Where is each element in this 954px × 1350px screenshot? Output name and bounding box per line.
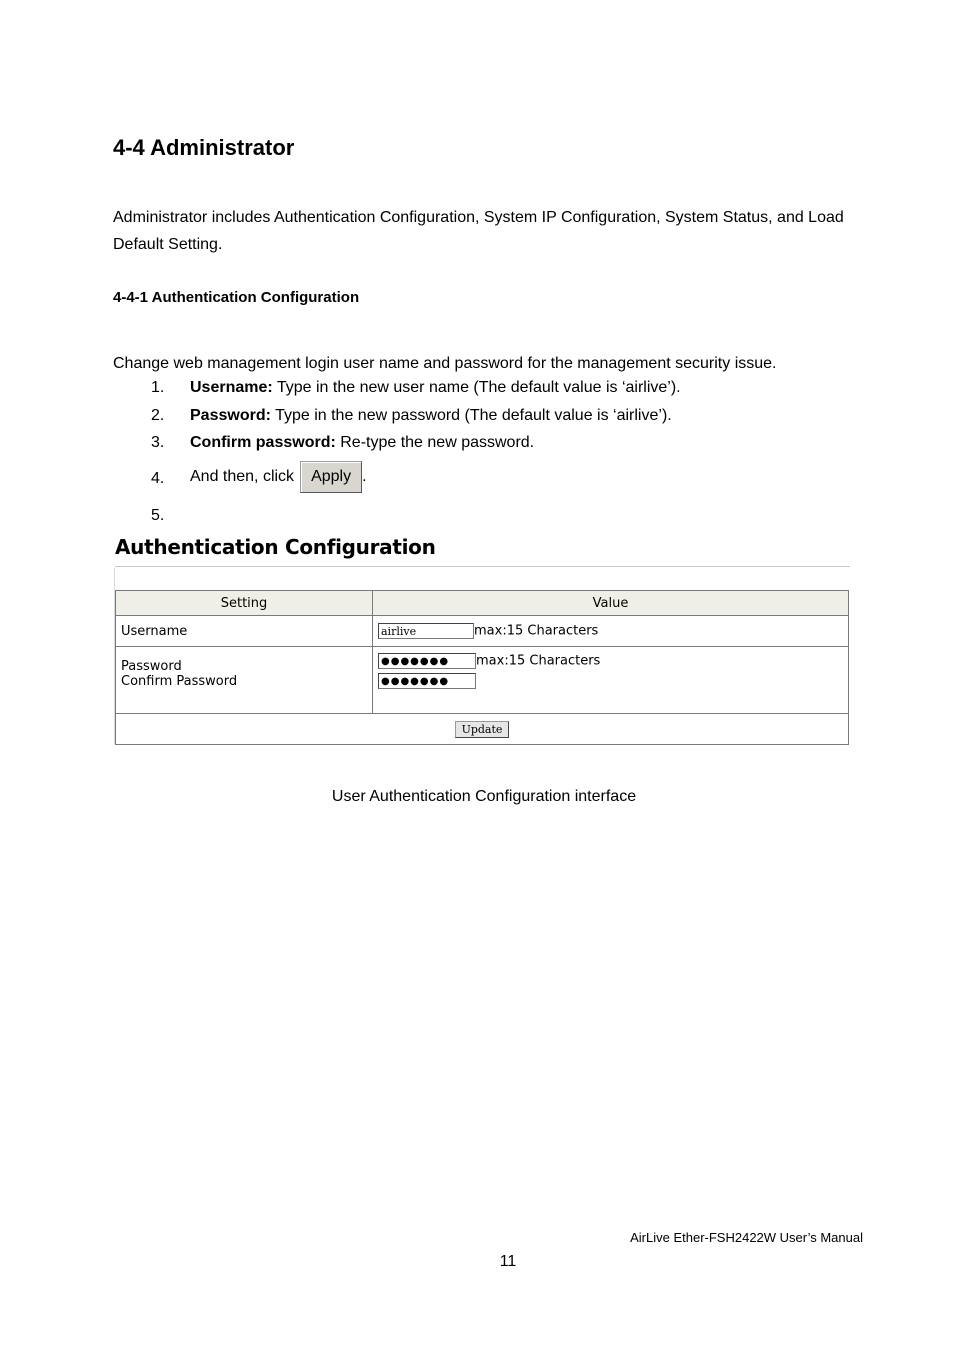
page-number: 11	[499, 1253, 517, 1270]
section-heading: 4-4 Administrator	[113, 135, 295, 160]
step-period: .	[362, 468, 367, 486]
value-column-header: Value	[373, 591, 849, 616]
password-cell	[373, 647, 849, 714]
title-divider	[115, 566, 850, 567]
username-cell	[373, 616, 849, 647]
intro-paragraph: Administrator includes Authentication Configuration, System IP Configuration, System Status, and Load Default Setting.	[113, 209, 844, 253]
table-row	[116, 616, 849, 647]
step-number: 3.	[151, 434, 165, 451]
table-row	[116, 714, 849, 745]
auth-config-table	[115, 590, 849, 745]
table-row	[116, 647, 849, 714]
figure-caption: User Authentication Configuration interface	[331, 788, 637, 805]
update-cell	[116, 714, 849, 745]
step-number: 1.	[151, 379, 165, 396]
step-description: Re-type the new password.	[335, 434, 535, 451]
password-hint: max:15 Characters	[476, 653, 601, 669]
apply-button[interactable]: Apply	[300, 461, 362, 493]
step-number: 4.	[151, 470, 165, 487]
step-item	[190, 407, 672, 425]
setting-column-header: Setting	[116, 591, 373, 616]
confirm-password-label: Confirm Password	[121, 674, 238, 689]
step-description: Type in the new user name (The default value is ‘airlive’).	[272, 379, 681, 396]
step-term: Password:	[190, 407, 271, 424]
table-header-row	[116, 591, 849, 616]
subsection-heading: 4-4-1 Authentication Configuration	[113, 289, 360, 306]
username-label: Username	[116, 616, 373, 647]
step-number: 2.	[151, 407, 165, 424]
step-item	[190, 434, 534, 452]
confirm-password-input[interactable]: ●●●●●●●	[378, 673, 476, 689]
step-term: Username:	[190, 379, 273, 396]
footer-manual-title: AirLive Ether-FSH2422W User’s Manual	[630, 1230, 863, 1245]
step-term: Confirm password:	[190, 434, 336, 451]
step-item	[190, 461, 367, 493]
update-button[interactable]: Update	[455, 721, 510, 738]
step-number: 5.	[151, 507, 165, 524]
lead-paragraph: Change web management login user name and password for the management security issue.	[113, 355, 777, 372]
username-hint: max:15 Characters	[474, 623, 599, 639]
username-input[interactable]: airlive	[378, 623, 474, 639]
step-description: Type in the new password (The default value is ‘airlive’).	[270, 407, 672, 424]
step-item	[190, 379, 681, 397]
password-labels-cell	[116, 647, 373, 714]
step-description: And then, click	[190, 468, 295, 486]
password-label: Password	[121, 659, 182, 674]
password-input[interactable]: ●●●●●●●	[378, 653, 476, 669]
auth-panel-title: Authentication Configuration	[115, 535, 436, 559]
